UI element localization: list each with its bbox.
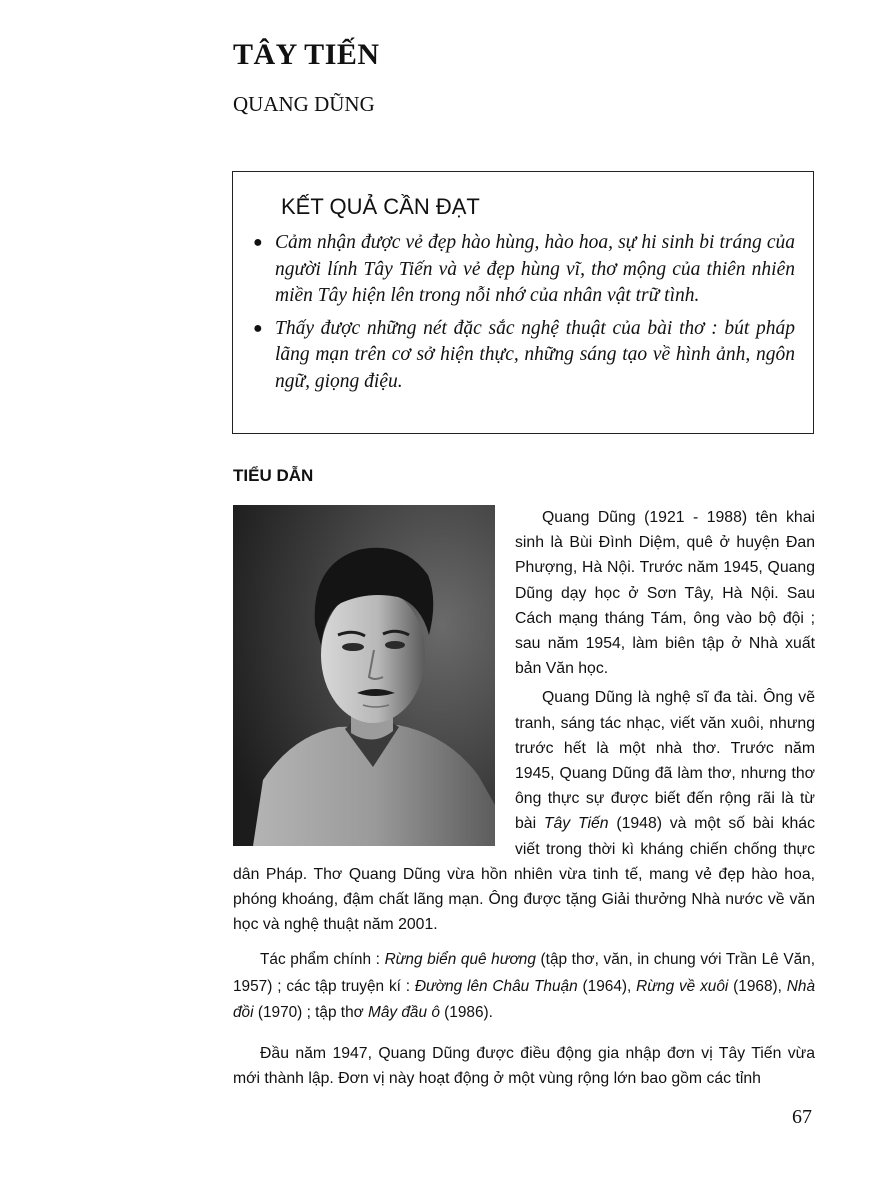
author-portrait	[233, 505, 495, 846]
work-title: Nhà đồi	[233, 977, 815, 1022]
works-text: (1968),	[728, 977, 787, 995]
work-title: Tây Tiến	[543, 815, 609, 833]
learning-goals-box	[232, 171, 814, 434]
learning-goals-heading: KẾT QUẢ CẦN ĐẠT	[281, 194, 480, 219]
page-title: TÂY TIẾN	[233, 38, 380, 71]
portrait-photo-icon	[233, 505, 495, 846]
paragraph-biography: Quang Dũng (1921 - 1988) tên khai sinh là Bùi Đình Diệm, quê ở huyện Đan Phượng, Hà Nội. Trước năm 1945, Quang Dũng dạy học ở Sơn Tây, Hà Nội. Sau Cách mạng tháng Tám, ông vào bộ đội ; sau năm 1954, làm biên tập ở Nhà xuất bản Văn học.	[515, 509, 815, 678]
career-text: Quang Dũng là nghệ sĩ đa tài. Ông vẽ tranh, sáng tác nhạc, viết văn xuôi, nhưng trước hết là một nhà thơ. Trước năm 1945, Quang Dũng đã làm thơ, nhưng thơ ông thực sự được biết đến rộng rãi là từ bài	[515, 689, 815, 833]
works-text: Tác phẩm chính :	[260, 951, 385, 969]
paragraph-major-works	[233, 947, 815, 1027]
learning-goal-item	[233, 316, 813, 396]
career-text: (1948) và một số bài khác viết trong thời kì kháng chiến chống thực dân Pháp. Thơ Quang Dũng vừa hồn nhiên vừa tinh tế, mang vẻ đẹp hào hoa, phóng khoáng, đậm chất lãng mạn. Ông được tặng Giải thưởng Nhà nước về văn học và nghệ thuật năm 2001.	[233, 815, 815, 934]
section-heading: TIỂU DẪN	[233, 466, 314, 485]
works-text: (tập thơ, văn, in chung với Trần Lê Văn, 1957) ; các tập truyện kí :	[233, 951, 815, 995]
learning-goal-text: Cảm nhận được vẻ đẹp hào hùng, hào hoa, sự hi sinh bi tráng của người lính Tây Tiến và vẻ đẹp hùng vĩ, thơ mộng của thiên nhiên miền Tây hiện lên trong nỗi nhớ của nhân vật trữ tình.	[275, 232, 795, 306]
learning-goal-item	[233, 230, 813, 310]
paragraph-context: Đầu năm 1947, Quang Dũng được điều động gia nhập đơn vị Tây Tiến vừa mới thành lập. Đơn vị này hoạt động ở một vùng rộng lớn bao gồm các tỉnh	[233, 1044, 815, 1088]
learning-goals-list	[233, 230, 813, 395]
bullet-icon: ●	[253, 319, 263, 337]
bullet-icon: ●	[253, 234, 263, 251]
work-title: Đường lên Châu Thuận	[414, 977, 578, 995]
page-number: 67	[792, 1106, 812, 1128]
works-text: (1970) ; tập thơ	[253, 1004, 369, 1022]
learning-goal-text: Thấy được những nét đặc sắc nghệ thuật của bài thơ : bút pháp lãng mạn trên cơ sở hiện thực, những sáng tạo về hình ảnh, ngôn ngữ, giọng điệu.	[275, 317, 795, 392]
author-name: QUANG DŨNG	[233, 92, 375, 116]
work-title: Mây đầu ô	[368, 1004, 440, 1022]
works-text: (1986).	[439, 1004, 493, 1022]
work-title: Rừng biển quê hương	[384, 951, 536, 969]
work-title: Rừng về xuôi	[636, 977, 729, 995]
works-text: (1964),	[577, 977, 637, 995]
intro-body	[233, 505, 815, 1091]
